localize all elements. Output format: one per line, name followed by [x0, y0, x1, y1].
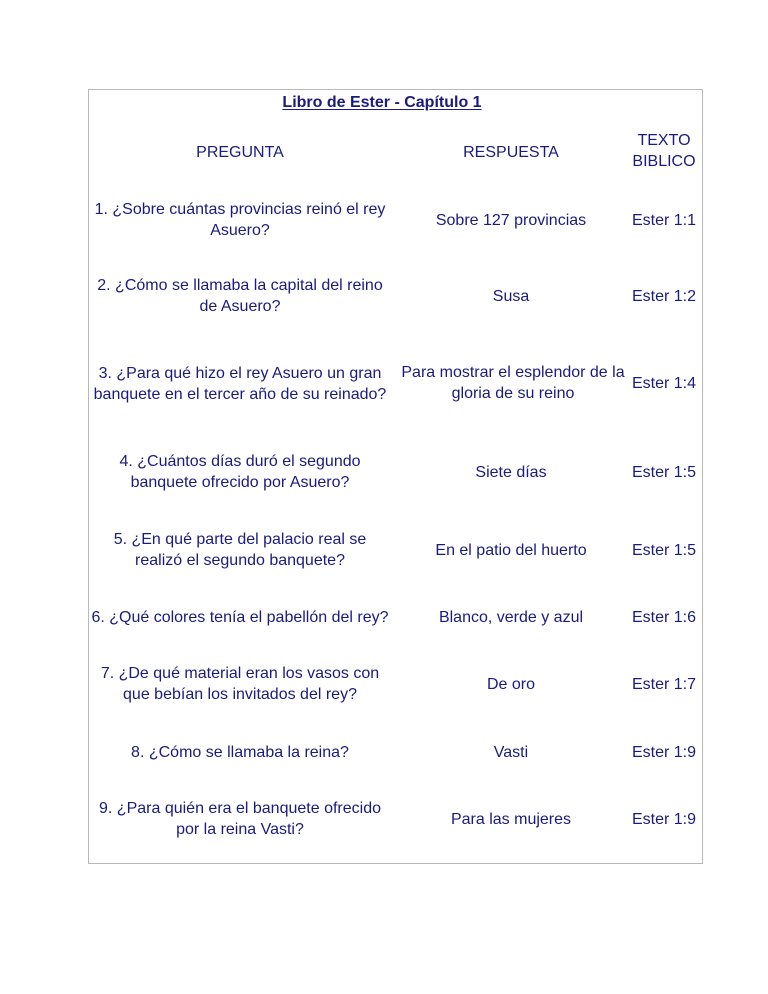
row-6-answer: Blanco, verde y azul [438, 608, 584, 626]
row-6-reference: Ester 1:6 [631, 608, 697, 626]
row-9-answer: Para las mujeres [450, 810, 572, 828]
row-3-question: 3. ¿Para qué hizo el rey Asuero un gran banquete en el tercer año de su reinado? [93, 364, 387, 403]
row-7-answer: De oro [486, 675, 536, 693]
header-pregunta: PREGUNTA [196, 143, 284, 161]
row-4-question: 4. ¿Cuántos días duró el segundo banquete ofrecido por Asuero? [119, 453, 361, 491]
row-8-reference: Ester 1:9 [631, 743, 697, 761]
row-7-question: 7. ¿De qué material eran los vasos con que bebían los invitados del rey? [100, 665, 380, 703]
row-9-question: 9. ¿Para quién era el banquete ofrecido por la reina Vasti? [99, 800, 381, 838]
header-texto-biblico [626, 129, 702, 173]
row-2-answer: Susa [492, 287, 530, 305]
header-texto-line2: BIBLICO [632, 153, 696, 170]
row-5-question: 5. ¿En qué parte del palacio real se realizó el segundo banquete? [113, 531, 367, 569]
row-9-reference: Ester 1:9 [631, 810, 697, 828]
document-title: Libro de Ester - Capítulo 1 [282, 94, 482, 111]
header-texto-line1: TEXTO [637, 132, 691, 149]
header-respuesta: RESPUESTA [463, 143, 559, 161]
row-2-reference: Ester 1:2 [631, 287, 697, 305]
row-5-answer: En el patio del huerto [435, 541, 587, 559]
row-8-answer: Vasti [493, 743, 529, 761]
row-6-question: 6. ¿Qué colores tenía el pabellón del rey? [91, 608, 389, 626]
row-1-answer: Sobre 127 provincias [435, 211, 587, 229]
row-8-question: 8. ¿Cómo se llamaba la reina? [131, 743, 349, 761]
row-1-question: 1. ¿Sobre cuántas provincias reinó el rey Asuero? [94, 201, 386, 239]
row-1-reference: Ester 1:1 [631, 211, 697, 229]
row-4-answer: Siete días [475, 463, 547, 481]
row-4-reference: Ester 1:5 [631, 463, 697, 481]
row-2-question: 2. ¿Cómo se llamaba la capital del reino de Asuero? [97, 277, 383, 315]
row-3-answer: Para mostrar el esplendor de la gloria de su reino [401, 364, 625, 402]
row-3-reference: Ester 1:4 [631, 374, 697, 392]
row-7-reference: Ester 1:7 [631, 675, 697, 693]
row-5-reference: Ester 1:5 [631, 541, 697, 559]
